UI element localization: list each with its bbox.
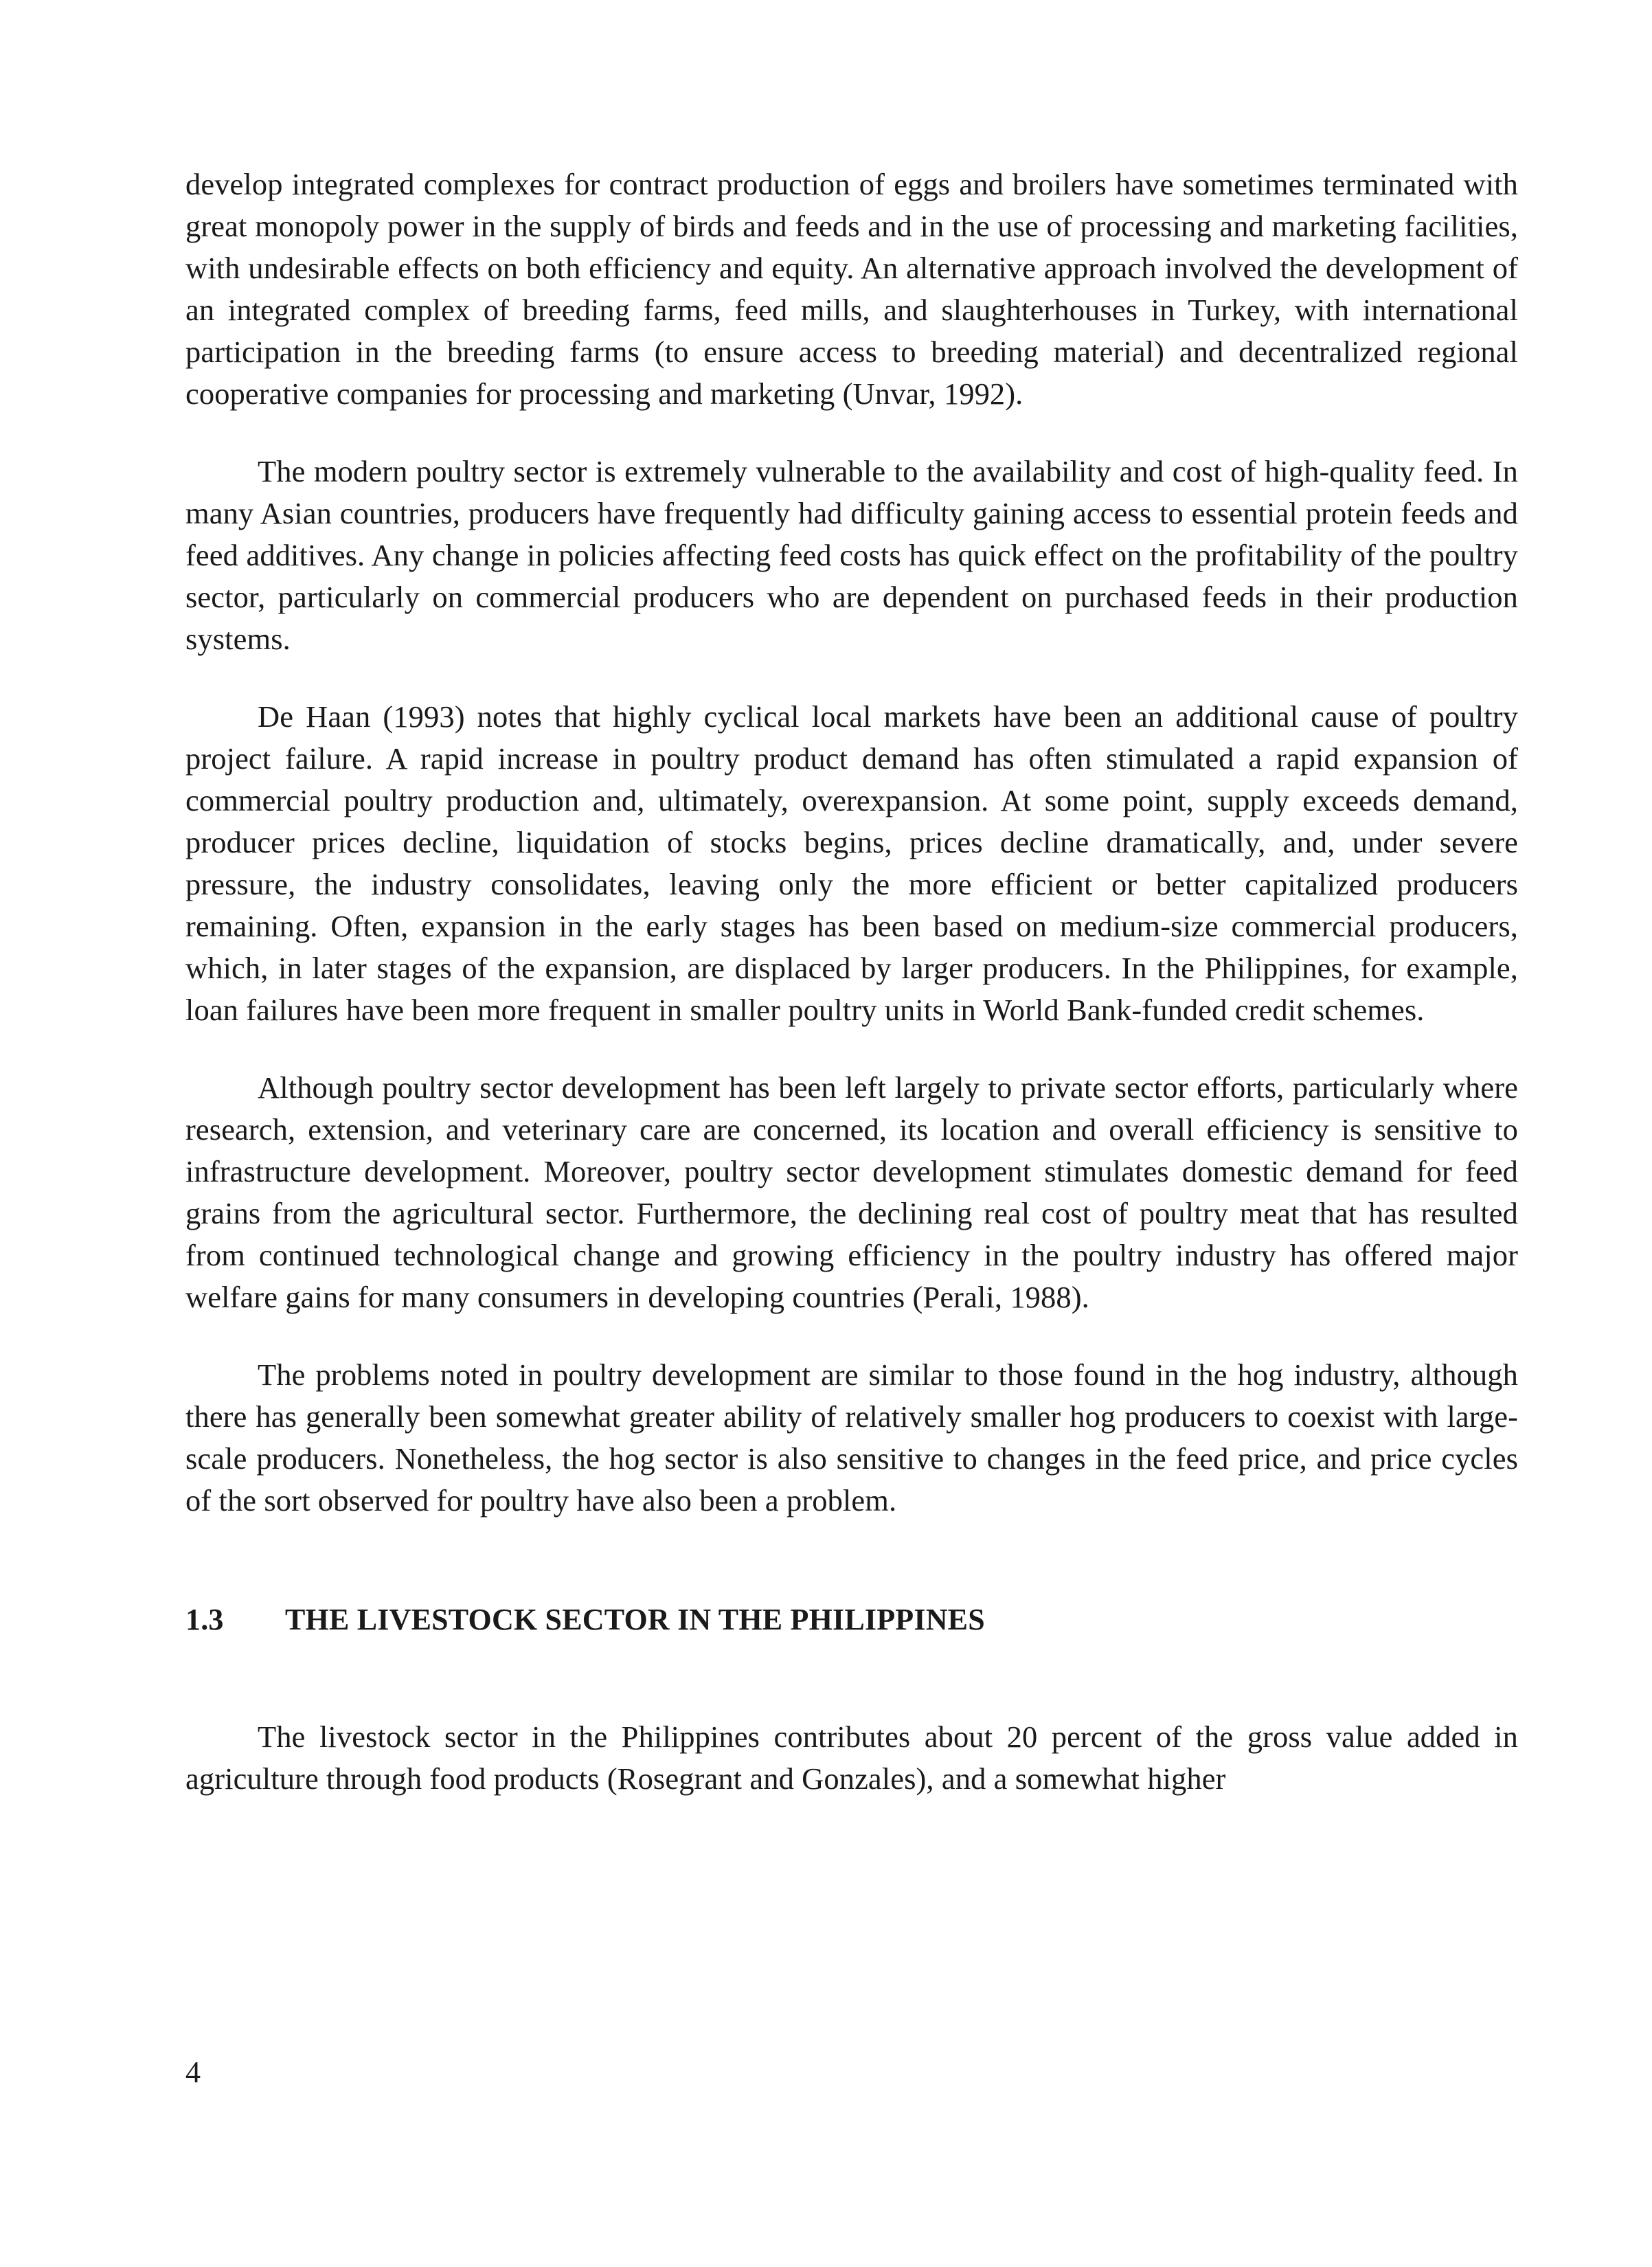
section-number: 1.3 [185,1603,224,1636]
page-number: 4 [185,2055,201,2089]
paragraph-feed-vulnerability: The modern poultry sector is extremely vulnerable to the availability and cost of high-quality feed. In many Asian countries, producers have frequently had difficulty gaining access to essential protein feeds and feed additives. Any change in policies affecting feed costs has quick effect on the profitability of the poultry sector, particularly on commercial producers who are dependent on purchased feeds in their production systems. [185,454,1518,656]
page-body [185,163,1518,1800]
section-title: THE LIVESTOCK SECTOR IN THE PHILIPPINES [285,1603,985,1636]
paragraph-hog-industry: The problems noted in poultry development are similar to those found in the hog industry, although there has generally been somewhat greater ability of relatively smaller hog producers to coexist with large-scale producers. Nonetheless, the hog sector is also sensitive to changes in the feed price, and price cycles of the sort observed for poultry have also been a problem. [185,1357,1518,1518]
paragraph-private-sector: Although poultry sector development has been left largely to private sector efforts, particularly where research, extension, and veterinary care are concerned, its location and overall efficiency is sensitive to infrastructure development. Moreover, poultry sector development stimulates domestic demand for feed grains from the agricultural sector. Furthermore, the declining real cost of poultry meat that has resulted from continued technological change and growing efficiency in the poultry industry has offered major welfare gains for many consumers in developing countries (Perali, 1988). [185,1070,1518,1314]
paragraph-integrated-complexes: develop integrated complexes for contract production of eggs and broilers have sometimes terminated with great monopoly power in the supply of birds and feeds and in the use of processing and marketing facilities, with undesirable effects on both efficiency and equity. An alternative approach involved the development of an integrated complex of breeding farms, feed mills, and slaughterhouses in Turkey, with international participation in the breeding farms (to ensure access to breeding material) and decentralized regional cooperative companies for processing and marketing (Unvar, 1992). [185,167,1518,411]
section-heading [185,1599,1518,1640]
paragraph-philippines-livestock: The livestock sector in the Philippines contributes about 20 percent of the gross value added in agriculture through food products (Rosegrant and Gonzales), and a somewhat higher [185,1719,1518,1796]
paragraph-cyclical-markets: De Haan (1993) notes that highly cyclical local markets have been an additional cause of poultry project failure. A rapid increase in poultry product demand has often stimulated a rapid expansion of commercial poultry production and, ultimately, overexpansion. At some point, supply exceeds demand, producer prices decline, liquidation of stocks begins, prices decline dramatically, and, under severe pressure, the industry consolidates, leaving only the more efficient or better capitalized producers remaining. Often, expansion in the early stages has been based on medium-size commercial producers, which, in later stages of the expansion, are displaced by larger producers. In the Philippines, for example, loan failures have been more frequent in smaller poultry units in World Bank-funded credit schemes. [185,699,1518,1027]
